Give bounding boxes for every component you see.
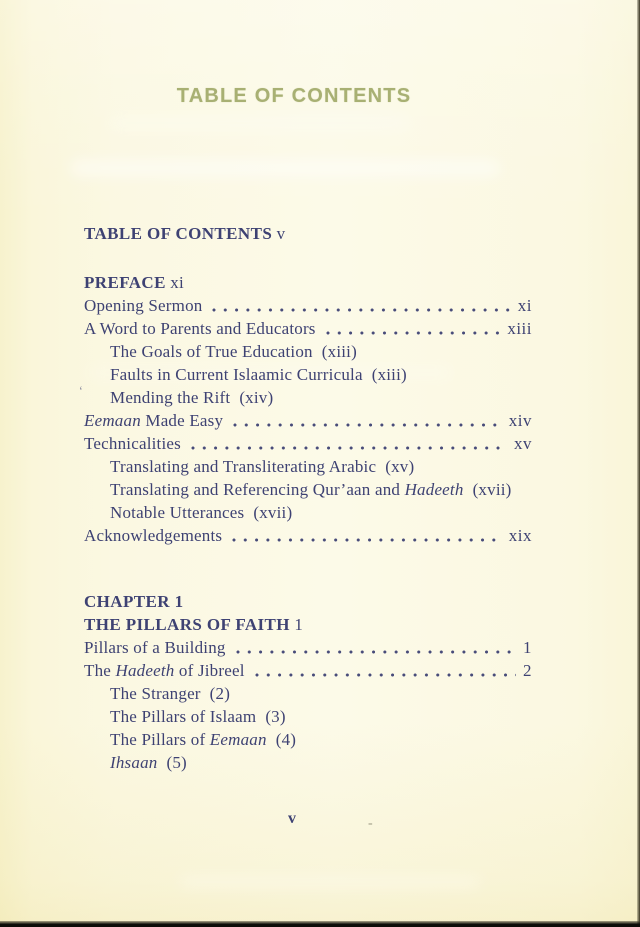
toc-inline-page-number: (5) xyxy=(166,753,187,772)
toc-entry xyxy=(84,386,532,409)
toc-entry xyxy=(84,409,532,432)
toc-entry-label: A Word to Parents and Educators xyxy=(84,319,316,338)
toc-page-number: xiii xyxy=(507,319,532,338)
dot-leader xyxy=(326,317,501,340)
toc-inline-page-number: (xvii) xyxy=(253,503,293,522)
toc-inline-page-number: (xv) xyxy=(385,457,415,476)
toc-entry-label: Acknowledgements xyxy=(84,526,223,545)
toc-entry-label: PREFACE xi xyxy=(84,273,184,292)
toc-inline-page-number: (xvii) xyxy=(472,480,512,499)
page-title: TABLE OF CONTENTS xyxy=(176,85,412,107)
toc-entry xyxy=(84,478,532,501)
toc-list xyxy=(84,222,532,774)
toc-entry-label: Translating and Transliterating Arabic xyxy=(110,457,377,476)
toc-gap xyxy=(84,245,532,271)
scan-streak xyxy=(70,160,500,176)
scan-artifact-mark: ‘ xyxy=(77,382,85,399)
toc-page-number: xi xyxy=(517,296,532,315)
dot-leader xyxy=(191,432,507,455)
toc-page-number: 1 xyxy=(523,638,532,657)
scan-artifact-dash: - xyxy=(368,816,373,831)
toc-entry-label: Translating and Referencing Qur’aan and Hadeeth xyxy=(110,480,464,499)
toc-entry-label: CHAPTER 1 xyxy=(84,592,184,611)
scan-streak xyxy=(180,876,480,888)
toc-inline-page-number: (xiii) xyxy=(371,365,407,384)
dot-leader xyxy=(232,524,502,547)
toc-entry xyxy=(84,317,532,340)
toc-entry xyxy=(84,751,532,774)
toc-entry-label: Opening Sermon xyxy=(84,296,203,315)
footer-page-number: v xyxy=(288,810,297,827)
toc-inline-page-number: (xiv) xyxy=(239,388,274,407)
scan-edge-bottom xyxy=(0,921,640,927)
toc-entry xyxy=(84,705,532,728)
toc-entry xyxy=(84,222,532,245)
toc-entry-label: Notable Utterances xyxy=(110,503,245,522)
toc-entry xyxy=(84,363,532,386)
toc-page-number: xiv xyxy=(508,411,532,430)
toc-inline-page-number: (3) xyxy=(265,707,286,726)
toc-entry xyxy=(84,682,532,705)
toc-entry-label: THE PILLARS OF FAITH 1 xyxy=(84,615,304,634)
toc-entry-label: The Pillars of Eemaan xyxy=(110,730,267,749)
toc-page-number: 2 xyxy=(523,661,532,680)
toc-entry-label: The Stranger xyxy=(110,684,201,703)
toc-entry-label: The Pillars of Islaam xyxy=(110,707,257,726)
toc-entry xyxy=(84,636,532,659)
dot-leader xyxy=(255,659,516,682)
toc-entry-label: TABLE OF CONTENTS v xyxy=(84,224,286,243)
toc-inline-page-number: (2) xyxy=(209,684,231,703)
toc-inline-page-number: (4) xyxy=(275,730,297,749)
toc-entry xyxy=(84,271,532,294)
toc-entry xyxy=(84,590,532,613)
toc-entry-label: Mending the Rift xyxy=(110,388,231,407)
dot-leader xyxy=(236,636,516,659)
toc-entry-label: Ihsaan xyxy=(110,753,158,772)
scan-streak xyxy=(110,118,410,128)
toc-entry-label: Eemaan Made Easy xyxy=(84,411,224,430)
dot-leader xyxy=(233,409,502,432)
toc-entry xyxy=(84,659,532,682)
toc-inline-page-number: (xiii) xyxy=(321,342,357,361)
toc-entry-label: Faults in Current Islaamic Curricula xyxy=(110,365,363,384)
toc-entry xyxy=(84,340,532,363)
toc-entry xyxy=(84,455,532,478)
toc-entry-label: Technicalities xyxy=(84,434,181,453)
toc-entry xyxy=(84,432,532,455)
toc-entry xyxy=(84,728,532,751)
toc-page-number: xv xyxy=(514,434,532,453)
toc-entry-label: The Goals of True Education xyxy=(110,342,313,361)
toc-entry xyxy=(84,294,532,317)
toc-entry xyxy=(84,613,532,636)
dot-leader xyxy=(212,294,510,317)
toc-entry xyxy=(84,501,532,524)
toc-entry-label: Pillars of a Building xyxy=(84,638,226,657)
toc-entry xyxy=(84,524,532,547)
toc-page-number: xix xyxy=(508,526,532,545)
toc-gap xyxy=(84,547,532,590)
toc-entry-label: The Hadeeth of Jibreel xyxy=(84,661,245,680)
